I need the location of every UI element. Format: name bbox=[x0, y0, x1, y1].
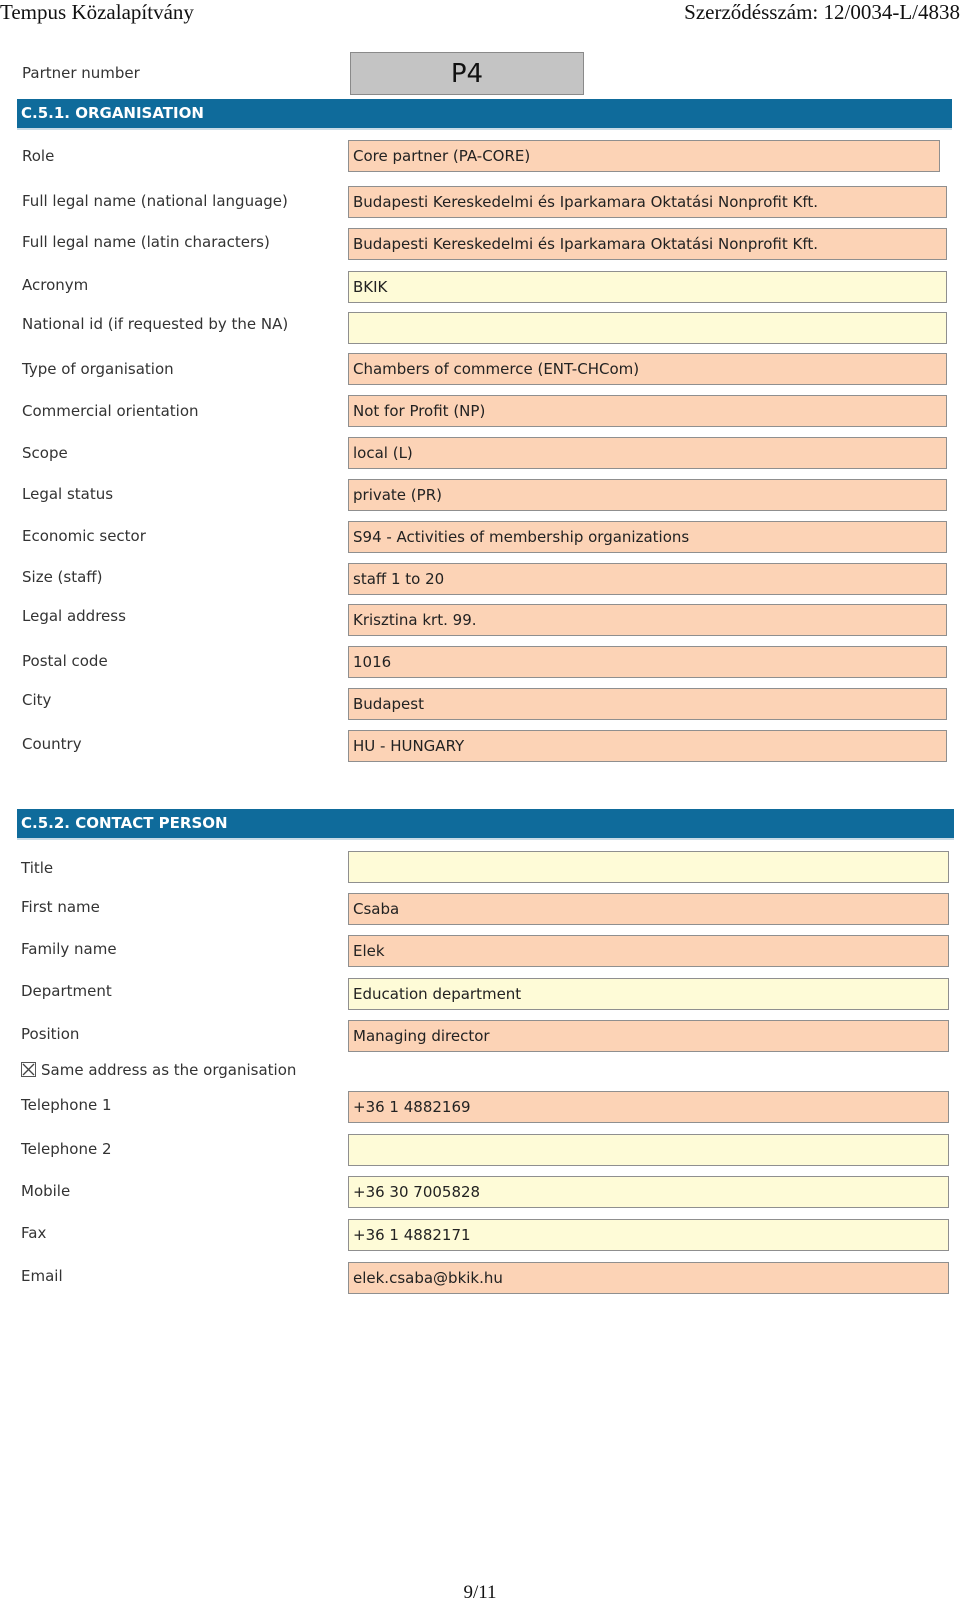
department-label: Department bbox=[21, 982, 112, 1000]
role-field[interactable]: Core partner (PA-CORE) bbox=[348, 140, 940, 172]
family-name-label: Family name bbox=[21, 940, 117, 958]
family-name-field[interactable]: Elek bbox=[348, 935, 949, 967]
contact-section-header: C.5.2. CONTACT PERSON bbox=[17, 809, 954, 840]
mobile-field[interactable]: +36 30 7005828 bbox=[348, 1176, 949, 1208]
city-label: City bbox=[22, 691, 52, 709]
organisation-section-header: C.5.1. ORGANISATION bbox=[17, 99, 952, 130]
size-staff-label: Size (staff) bbox=[22, 568, 103, 586]
title-label: Title bbox=[21, 859, 54, 877]
email-label: Email bbox=[21, 1267, 63, 1285]
size-staff-field[interactable]: staff 1 to 20 bbox=[348, 563, 947, 595]
fax-label: Fax bbox=[21, 1224, 47, 1242]
postal-code-label: Postal code bbox=[22, 652, 108, 670]
country-label: Country bbox=[22, 735, 82, 753]
fax-field[interactable]: +36 1 4882171 bbox=[348, 1219, 949, 1251]
acronym-field[interactable]: BKIK bbox=[348, 271, 947, 303]
position-label: Position bbox=[21, 1025, 80, 1043]
national-id-field[interactable] bbox=[348, 312, 947, 344]
acronym-label: Acronym bbox=[22, 276, 89, 294]
organisation-type-label: Type of organisation bbox=[22, 360, 174, 378]
title-field[interactable] bbox=[348, 851, 949, 883]
organisation-type-field[interactable]: Chambers of commerce (ENT-CHCom) bbox=[348, 353, 947, 385]
commercial-orientation-label: Commercial orientation bbox=[22, 402, 199, 420]
same-address-label: Same address as the organisation bbox=[41, 1061, 297, 1079]
legal-status-label: Legal status bbox=[22, 485, 114, 503]
page-number: 9/11 bbox=[463, 1582, 497, 1603]
legal-name-latin-field[interactable]: Budapesti Kereskedelmi és Iparkamara Oktatási Nonprofit Kft. bbox=[348, 228, 947, 260]
postal-code-field[interactable]: 1016 bbox=[348, 646, 947, 678]
legal-address-label: Legal address bbox=[22, 607, 126, 625]
role-label: Role bbox=[22, 147, 55, 165]
first-name-label: First name bbox=[21, 898, 100, 916]
header-contract-number: Szerződésszám: 12/0034-L/4838 bbox=[684, 0, 960, 24]
legal-name-national-field[interactable]: Budapesti Kereskedelmi és Iparkamara Oktatási Nonprofit Kft. bbox=[348, 186, 947, 218]
economic-sector-label: Economic sector bbox=[22, 527, 146, 545]
department-field[interactable]: Education department bbox=[348, 978, 949, 1010]
legal-name-latin-label: Full legal name (latin characters) bbox=[22, 233, 270, 251]
partner-number-label: Partner number bbox=[22, 64, 140, 82]
scope-field[interactable]: local (L) bbox=[348, 437, 947, 469]
country-field[interactable]: HU - HUNGARY bbox=[348, 730, 947, 762]
economic-sector-field[interactable]: S94 - Activities of membership organizations bbox=[348, 521, 947, 553]
telephone-2-label: Telephone 2 bbox=[21, 1140, 112, 1158]
scope-label: Scope bbox=[22, 444, 68, 462]
legal-name-national-label: Full legal name (national language) bbox=[22, 192, 288, 210]
email-field[interactable]: elek.csaba@bkik.hu bbox=[348, 1262, 949, 1294]
first-name-field[interactable]: Csaba bbox=[348, 893, 949, 925]
same-address-option[interactable] bbox=[21, 1060, 296, 1080]
document-header bbox=[0, 0, 960, 26]
partner-number-field[interactable]: P4 bbox=[350, 52, 584, 95]
legal-status-field[interactable]: private (PR) bbox=[348, 479, 947, 511]
telephone-1-label: Telephone 1 bbox=[21, 1096, 112, 1114]
checkbox-cross-icon bbox=[22, 1063, 35, 1076]
telephone-2-field[interactable] bbox=[348, 1134, 949, 1166]
city-field[interactable]: Budapest bbox=[348, 688, 947, 720]
commercial-orientation-field[interactable]: Not for Profit (NP) bbox=[348, 395, 947, 427]
legal-address-field[interactable]: Krisztina krt. 99. bbox=[348, 604, 947, 636]
mobile-label: Mobile bbox=[21, 1182, 71, 1200]
header-organisation: Tempus Közalapítvány bbox=[0, 0, 194, 24]
national-id-label: National id (if requested by the NA) bbox=[22, 315, 289, 333]
telephone-1-field[interactable]: +36 1 4882169 bbox=[348, 1091, 949, 1123]
same-address-checkbox[interactable] bbox=[21, 1062, 36, 1077]
position-field[interactable]: Managing director bbox=[348, 1020, 949, 1052]
